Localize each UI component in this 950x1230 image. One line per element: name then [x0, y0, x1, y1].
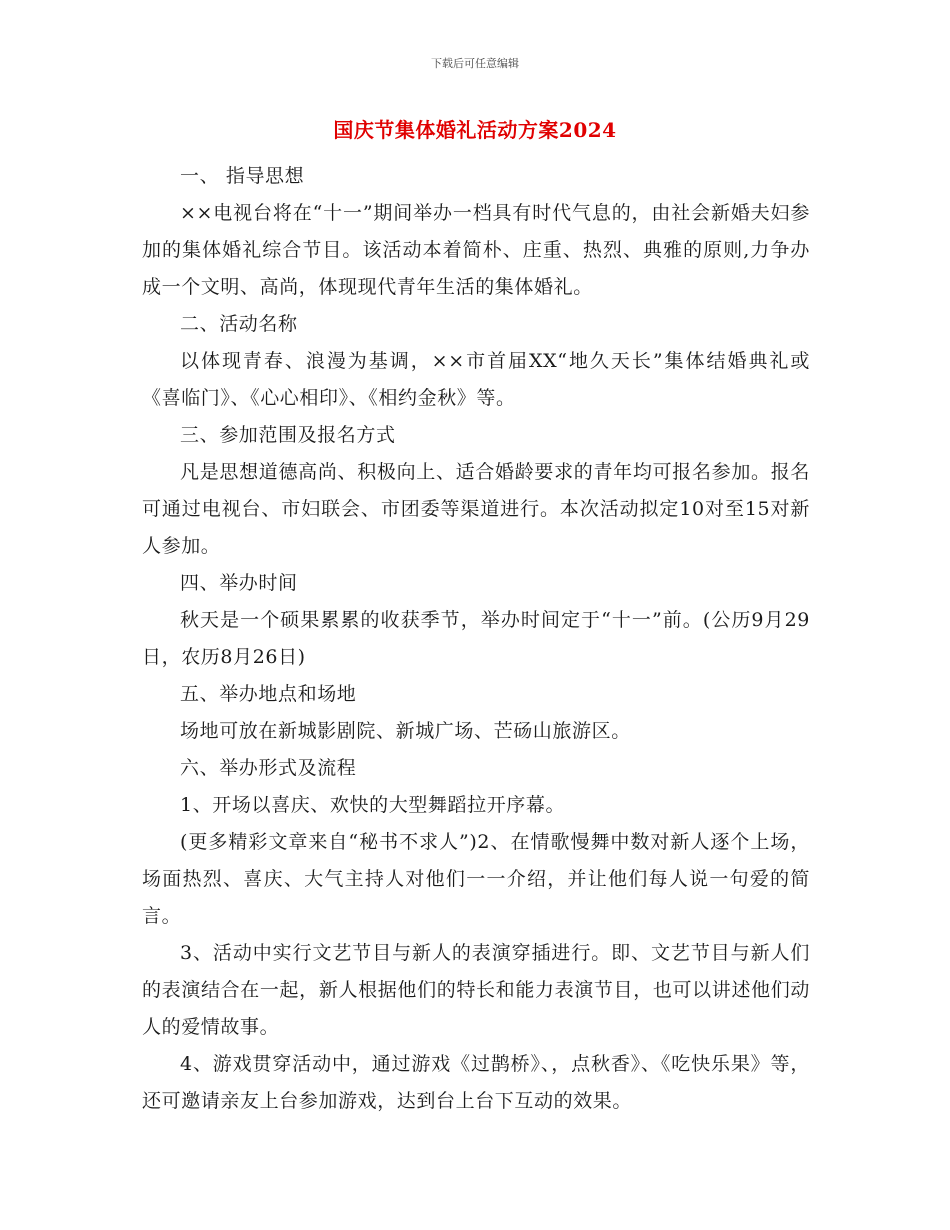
paragraph-process-step-1: 1、开场以喜庆、欢快的大型舞蹈拉开序幕。	[180, 794, 566, 816]
paragraph-process-step-3: 3、活动中实行文艺节目与新人的表演穿插进行。即、文艺节目与新人们的表演结合在一起，新人根据他们的特长和能力表演节目，也可以讲述他们动人的爱情故事。	[142, 942, 810, 1038]
document-body	[142, 158, 810, 1120]
section-heading-participation: 三、参加范围及报名方式	[180, 424, 396, 446]
paragraph-process-step-4: 4、游戏贯穿活动中，通过游戏《过鹊桥》、，点秋香》、《吃快乐果》等，还可邀请亲友上台参加游戏，达到台上台下互动的效果。	[142, 1053, 810, 1112]
section-heading-format-process: 六、举办形式及流程	[180, 757, 357, 779]
section-heading-venue: 五、举办地点和场地	[180, 683, 357, 705]
paragraph-participation: 凡是思想道德高尚、积极向上、适合婚龄要求的青年均可报名参加。报名可通过电视台、市妇联会、市团委等渠道进行。本次活动拟定10对至15对新人参加。	[142, 461, 810, 557]
paragraph-time: 秋天是一个硕果累累的收获季节，举办时间定于“十一”前。(公历9月29日，农历8月26日)	[142, 609, 810, 668]
paragraph-activity-name: 以体现青春、浪漫为基调，××市首届XX“地久天长”集体结婚典礼或《喜临门》、《心心相印》、《相约金秋》等。	[142, 350, 810, 409]
paragraph-guiding-ideology: ××电视台将在“十一”期间举办一档具有时代气息的，由社会新婚夫妇参加的集体婚礼综合节目。该活动本着简朴、庄重、热烈、典雅的原则,力争办成一个文明、高尚，体现现代青年生活的集体婚礼。	[142, 202, 810, 298]
document-title: 国庆节集体婚礼活动方案2024	[333, 118, 617, 142]
paragraph-venue: 场地可放在新城影剧院、新城广场、芒砀山旅游区。	[180, 720, 631, 742]
section-heading-time: 四、举办时间	[180, 572, 298, 594]
section-heading-guiding-ideology: 一、 指导思想	[180, 165, 305, 187]
section-heading-activity-name: 二、活动名称	[180, 313, 298, 335]
paragraph-process-step-2: (更多精彩文章来自“秘书不求人”)2、在情歌慢舞中数对新人逐个上场，场面热烈、喜庆、大气主持人对他们一一介绍，并让他们每人说一句爱的简言。	[142, 831, 810, 927]
page-header-note: 下载后可任意编辑	[431, 57, 519, 70]
